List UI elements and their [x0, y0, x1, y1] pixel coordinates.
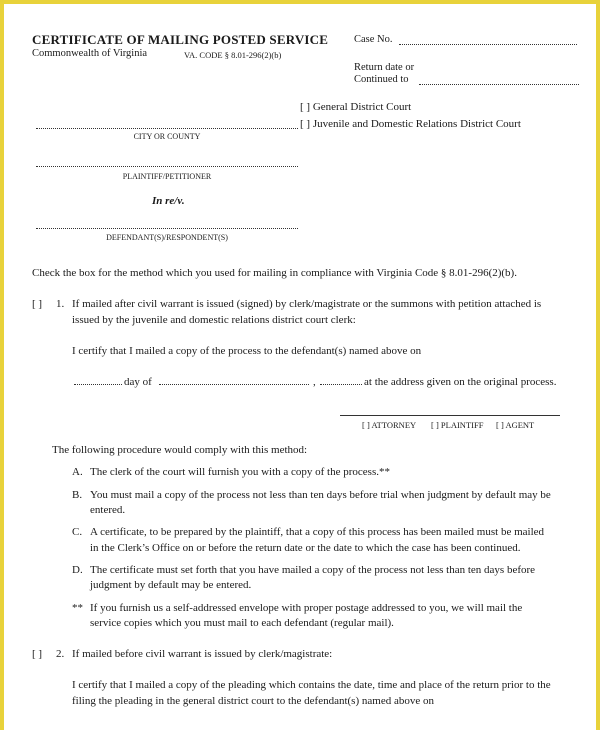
- option1-day-field[interactable]: [74, 384, 122, 385]
- city-label: CITY OR COUNTY: [133, 132, 201, 141]
- va-code: VA. CODE § 8.01-296(2)(b): [184, 50, 282, 60]
- procedure-line: entered.: [90, 504, 126, 516]
- procedure-note-line: service copies which you must mail to each defendant (regular mail).: [90, 617, 394, 629]
- option2-certify-line2: filing the pleading in the general district court to the defendant(s) named above on: [72, 695, 434, 707]
- option1-checkbox[interactable]: [ ]: [32, 298, 43, 310]
- plaintiff-label: PLAINTIFF/PETITIONER: [122, 172, 212, 181]
- option1-comma: ,: [313, 376, 316, 388]
- return-date-field[interactable]: [419, 84, 579, 85]
- procedure-intro: The following procedure would comply with this method:: [52, 444, 308, 456]
- continued-to-label: Continued to: [354, 74, 409, 85]
- procedure-line: The clerk of the court will furnish you with a copy of the process.**: [90, 466, 390, 478]
- checkbox-general-district-court[interactable]: [ ] General District Court: [300, 101, 412, 113]
- defendant-field[interactable]: [36, 228, 298, 229]
- plaintiff-field[interactable]: [36, 166, 298, 167]
- case-no-label: Case No.: [354, 34, 393, 45]
- procedure-letter: A.: [72, 466, 83, 478]
- option1-year-field[interactable]: [320, 384, 362, 385]
- checkbox-juvenile-court[interactable]: [ ] Juvenile and Domestic Relations District Court: [300, 118, 521, 130]
- case-no-field[interactable]: [399, 44, 577, 45]
- form-title: CERTIFICATE OF MAILING POSTED SERVICE: [32, 32, 329, 47]
- checkbox-plaintiff[interactable]: [ ] PLAINTIFF: [431, 420, 484, 430]
- return-date-label: Return date or: [354, 62, 415, 73]
- procedure-line: in the Clerk’s Office on or before the return date or the date to which the case has been continued.: [90, 542, 521, 554]
- option2-checkbox[interactable]: [ ]: [32, 648, 43, 660]
- option2-certify-line1: I certify that I mailed a copy of the pleading which contains the date, time and place of the return prior to the: [72, 679, 551, 691]
- procedure-line: judgment by default may be entered.: [90, 579, 252, 591]
- option1-month-field[interactable]: [159, 384, 309, 385]
- option1-at-address: at the address given on the original process.: [364, 376, 557, 388]
- checkbox-attorney[interactable]: [ ] ATTORNEY: [362, 420, 417, 430]
- city-field[interactable]: [36, 128, 298, 129]
- procedure-note-line: If you furnish us a self-addressed envelope with proper postage addressed to you, we will mail the: [90, 602, 523, 614]
- procedure-line: You must mail a copy of the process not less than ten days before trial when judgment by default may be: [90, 489, 551, 501]
- option1-certify: I certify that I mailed a copy of the process to the defendant(s) named above on: [72, 345, 422, 357]
- procedure-letter: C.: [72, 526, 83, 538]
- procedure-line: The certificate must set forth that you have mailed a copy of the process not less than ten days before: [90, 564, 536, 576]
- option1-line1: If mailed after civil warrant is issued (signed) by clerk/magistrate or the summons with petition attached is: [72, 298, 542, 310]
- in-re-label: In re/v.: [152, 195, 185, 207]
- procedure-letter: B.: [72, 489, 83, 501]
- procedure-letter: D.: [72, 564, 83, 576]
- procedure-note-mark: **: [72, 602, 83, 614]
- procedure-line: A certificate, to be prepared by the plaintiff, that a copy of this process has been mailed must be mailed: [90, 526, 545, 538]
- instructions-text: Check the box for the method which you used for mailing in compliance with Virginia Code § 8.01-296(2)(b).: [32, 267, 517, 279]
- option1-line2: issued by the juvenile and domestic relations district court clerk:: [72, 314, 356, 326]
- option1-day-of: day of: [124, 376, 152, 388]
- option2-line1: If mailed before civil warrant is issued by clerk/magistrate:: [72, 648, 333, 660]
- checkbox-agent[interactable]: [ ] AGENT: [496, 420, 535, 430]
- option1-signature-line[interactable]: [340, 415, 560, 416]
- defendant-label: DEFENDANT(S)/RESPONDENT(S): [106, 233, 228, 242]
- option1-number: 1.: [56, 298, 65, 310]
- option2-number: 2.: [56, 648, 65, 660]
- state-name: Commonwealth of Virginia: [32, 48, 148, 59]
